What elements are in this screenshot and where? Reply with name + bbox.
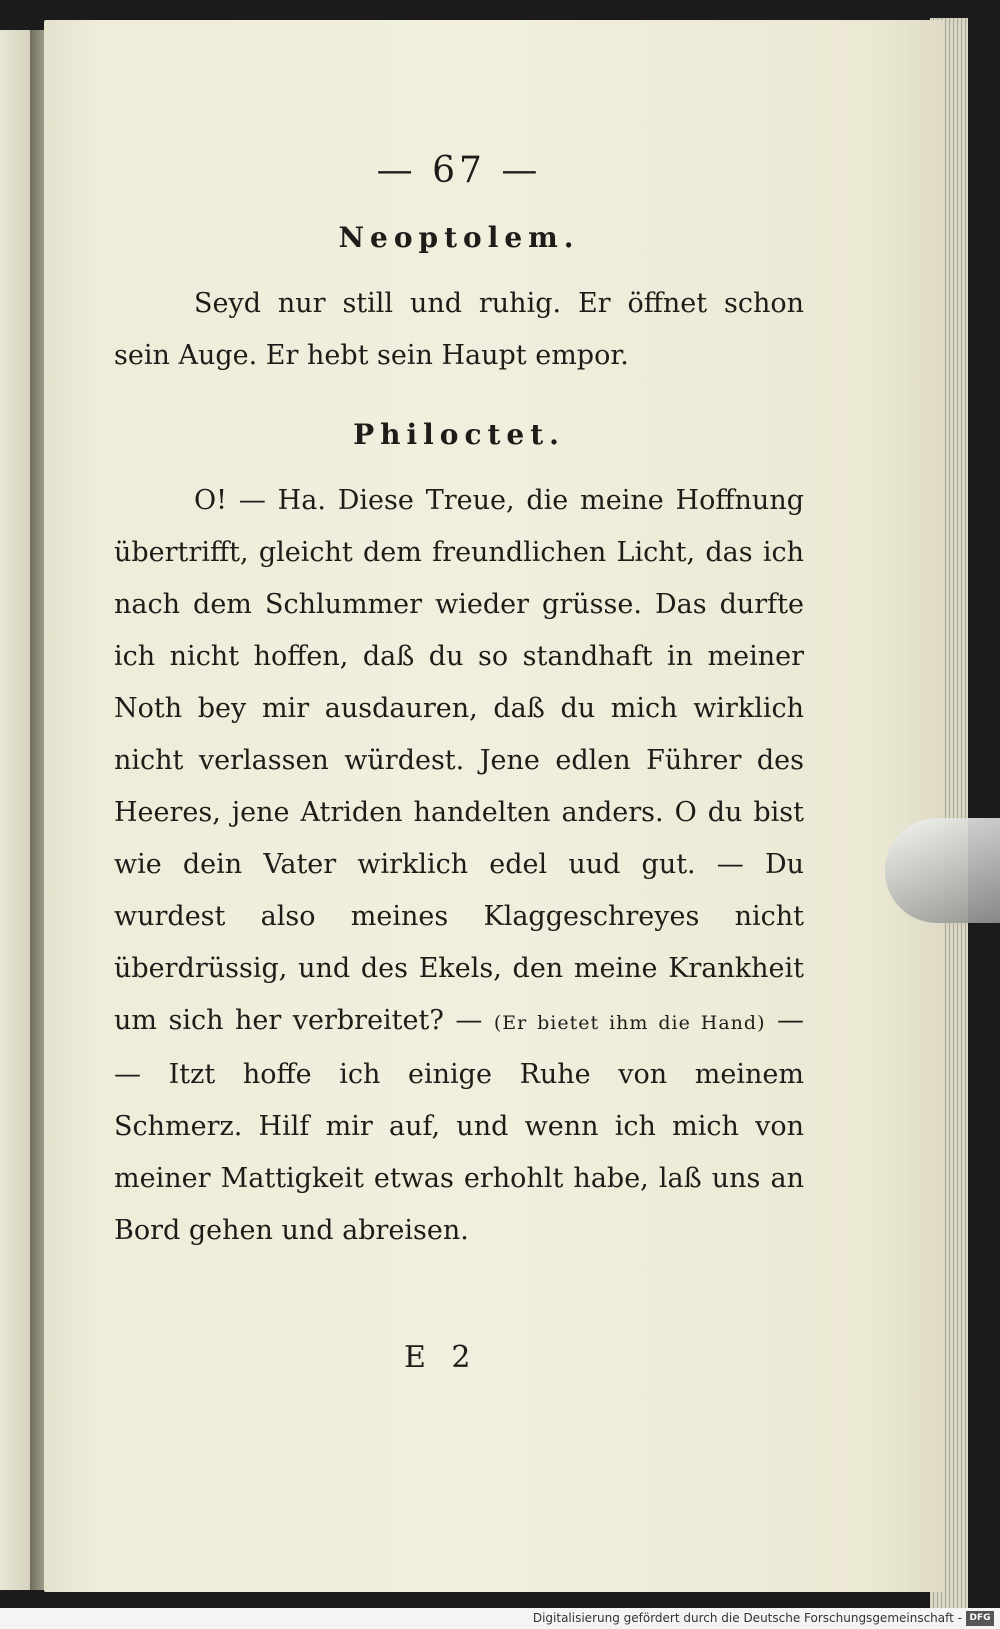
footer-bar [0, 1608, 1000, 1629]
speech-neoptolem: Seyd nur still und ruhig. Er öffnet schon sein Auge. Er hebt sein Haupt empor. [114, 288, 804, 371]
page-text-block [114, 150, 804, 1257]
stage-direction: (Er bietet ihm die Hand) [493, 1012, 766, 1034]
speech-philoctet: O! — Ha. Diese Treue, die meine Hoffnung übertrifft, gleicht dem freundlichen Licht, das ich nach dem Schlummer wieder grüsse. Das durfte ich nicht hoffen, daß du so standhaft in meiner Noth bey mir ausdauren, daß du mich wirklich nicht verlassen würdest. Jene edlen Führer des Heeres, jene Atriden handelten anders. O du bist wie dein Vater wirklich edel uud gut. — Du wurdest also meines Klaggeschreyes nicht überdrüssig, und des Ekels, den meine Krankheit um sich her verbreitet? — (Er bietet ihm die Hand) — — Itzt hoffe ich einige Ruhe von meinem Schmerz. Hilf mir auf, und wenn ich mich von meiner Mattigkeit etwas erhohlt habe, laß uns an Bord gehen und abreisen. [114, 485, 804, 1246]
book-page [44, 20, 944, 1592]
speaker-neoptolem: Neoptolem. [338, 221, 580, 254]
glass-page-clip [885, 818, 1000, 923]
signature-mark: E 2 [404, 1340, 479, 1375]
speech-philoctet-part-1: O! — Ha. Diese Treue, die meine Hoffnung übertrifft, gleicht dem freundlichen Licht, das ich nach dem Schlummer wieder grüsse. Das durfte ich nicht hoffen, daß du so standhaft in meiner Noth bey mir ausdauren, daß du mich wirklich nicht verlassen würdest. Jene edlen Führer des Heeres, jene Atriden handelten anders. O du bist wie dein Vater wirklich edel uud gut. — Du wurdest also meines Klaggeschreyes nicht überdrüssig, und des Ekels, den meine Krankheit um sich her verbreitet? [114, 485, 804, 1036]
page-number-header: — 67 — [376, 150, 542, 191]
dfg-logo-icon: DFG [966, 1611, 994, 1626]
digitization-credit: Digitalisierung gefördert durch die Deutsche Forschungsgemeinschaft - [532, 1611, 962, 1625]
speaker-philoctet: Philoctet. [353, 418, 565, 451]
speech-philoctet-part-2: Itzt hoffe ich einige Ruhe von meinem Schmerz. Hilf mir auf, und wenn ich mich von meiner Mattigkeit etwas erhohlt habe, laß uns an Bord gehen und abreisen. [114, 1059, 804, 1246]
